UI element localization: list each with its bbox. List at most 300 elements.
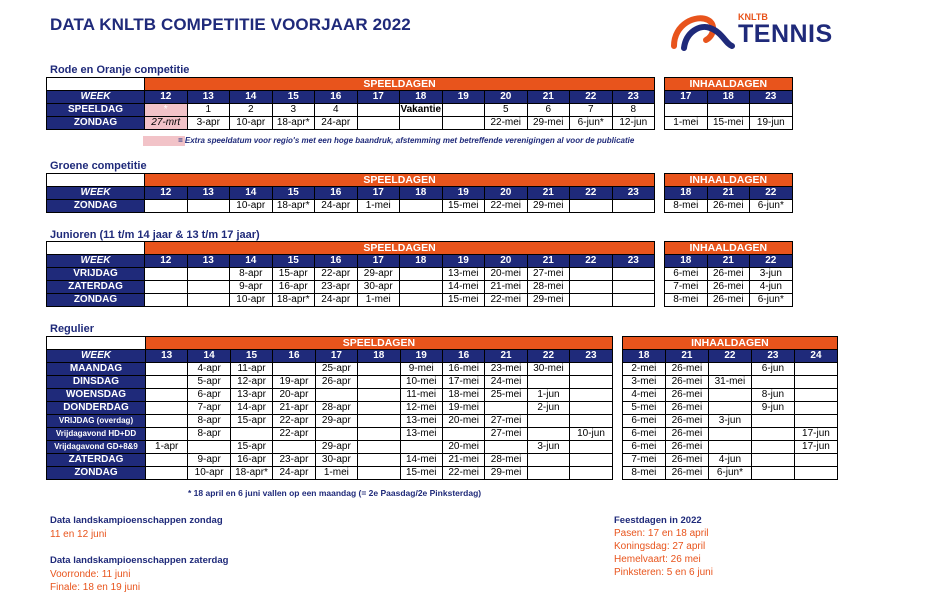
week-cell: 20 [485,187,528,200]
date-cell: 12-mei [400,402,442,415]
date-cell: 11-mei [400,389,442,402]
row-label: MAANDAG [47,363,146,376]
table-rode-oranje [46,77,793,130]
date-cell [358,376,400,389]
gap-cell [612,363,622,376]
date-cell [708,389,751,402]
date-cell: 3-jun [750,268,793,281]
header-gap [655,242,665,255]
feestdagen-pasen: Pasen: 17 en 18 april [614,528,709,539]
date-cell: 11-apr [230,363,272,376]
row-label: WEEK [47,350,146,363]
date-cell: 22-mei [485,294,528,307]
date-cell: 18-apr* [230,467,272,480]
note-extra-speeldatum: = Extra speeldatum voor regio's met een hoge baandruk, afstemming met betreffende verenigingen al voor de publicatie [178,136,635,145]
date-cell: 8-apr [230,268,273,281]
week-cell: 19 [442,255,485,268]
date-cell [145,363,187,376]
date-cell: 2 [230,104,273,117]
row-label: Vrijdagavond HD+DD [47,428,146,441]
date-cell: 4-jun [750,281,793,294]
date-cell [145,454,187,467]
date-cell [570,376,613,389]
date-cell: * [145,104,188,117]
week-cell: 22 [570,187,613,200]
date-cell [358,428,400,441]
week-cell: 14 [230,187,273,200]
date-cell [665,104,708,117]
date-cell [708,363,751,376]
week-cell: 15 [230,350,272,363]
date-cell: 14-mei [442,281,485,294]
date-cell: 29-mei [527,294,570,307]
date-cell [400,117,443,130]
section-title-rode: Rode en Oranje competitie [50,64,190,76]
header-inhaaldagen: INHAALDAGEN [665,242,793,255]
knltb-tennis-logo [670,10,845,52]
table-row [47,467,838,480]
date-cell: 30-apr [357,281,400,294]
date-cell: 6-apr [188,389,230,402]
header-gap [655,78,665,91]
date-cell: 6-mei [622,415,665,428]
date-cell [145,467,187,480]
week-cell: 22 [527,350,569,363]
date-cell: 17-mei [442,376,484,389]
date-cell: 26-mei [665,389,708,402]
lk-zaterdag-title: Data landskampioenschappen zaterdag [50,555,229,566]
header-speeldagen: SPEELDAGEN [145,174,655,187]
table-row [47,91,793,104]
gap-cell [612,389,622,402]
week-cell: 14 [230,91,273,104]
week-cell: 21 [527,187,570,200]
date-cell [794,467,837,480]
row-label: WEEK [47,91,145,104]
header-inhaaldagen: INHAALDAGEN [622,337,837,350]
week-cell: 17 [665,91,708,104]
date-cell: 6-jun* [708,467,751,480]
week-cell: 16 [315,91,358,104]
date-cell [358,415,400,428]
table-row [47,117,793,130]
date-cell [145,294,188,307]
week-cell: 18 [400,187,443,200]
date-cell [612,200,655,213]
date-cell: 15-mei [707,117,750,130]
week-cell: 23 [751,350,794,363]
table-row [47,268,793,281]
date-cell [188,441,230,454]
week-cell: 23 [612,255,655,268]
page-title: DATA KNLTB COMPETITIE VOORJAAR 2022 [50,15,411,34]
date-cell [527,415,569,428]
date-cell: 10-apr [230,294,273,307]
date-cell [570,294,613,307]
gap-cell [612,415,622,428]
date-cell [794,376,837,389]
date-cell: 6-mei [622,441,665,454]
date-cell: 1-mei [315,467,357,480]
date-cell: 18-mei [442,389,484,402]
date-cell: 12-apr [230,376,272,389]
date-cell [400,441,442,454]
date-cell [794,402,837,415]
date-cell [357,104,400,117]
date-cell: 6-jun [751,363,794,376]
table-regulier [46,336,838,480]
table-row [47,428,838,441]
header-speeldagen: SPEELDAGEN [145,242,655,255]
date-cell: 7-mei [622,454,665,467]
row-label: ZATERDAG [47,281,145,294]
week-cell: 16 [315,187,358,200]
date-cell [400,281,443,294]
date-cell [708,441,751,454]
date-cell: 31-mei [708,376,751,389]
row-label: ZONDAG [47,200,145,213]
date-cell: 6 [527,104,570,117]
date-cell: 18-apr* [272,117,315,130]
week-cell: 16 [315,255,358,268]
date-cell: 1 [187,104,230,117]
date-cell [400,200,443,213]
date-cell: 20-apr [273,389,315,402]
gap-cell [655,255,665,268]
week-cell: 16 [273,350,315,363]
date-cell: 18-apr* [272,200,315,213]
date-cell: 22-apr [273,428,315,441]
week-cell: 18 [400,255,443,268]
row-label: VRIJDAG (overdag) [47,415,146,428]
date-cell: 15-mei [442,294,485,307]
date-cell [794,389,837,402]
table-row [47,350,838,363]
gap-cell [612,467,622,480]
date-cell: 27-mei [485,415,527,428]
date-cell: 6-mei [665,268,708,281]
week-cell: 12 [145,255,188,268]
feestdagen-koningsdag: Koningsdag: 27 april [614,541,706,552]
date-cell: 9-jun [751,402,794,415]
date-cell: 1-jun [527,389,569,402]
week-cell: 23 [612,91,655,104]
date-cell [794,363,837,376]
week-cell: 18 [358,350,400,363]
date-cell: 16-apr [230,454,272,467]
week-cell: 14 [188,350,230,363]
date-cell: 13-mei [400,415,442,428]
date-cell: 30-apr [315,454,357,467]
date-cell: 10-apr [230,200,273,213]
date-cell [708,428,751,441]
week-cell: 15 [272,91,315,104]
week-cell: 17 [315,350,357,363]
week-cell: 24 [794,350,837,363]
date-cell: 15-mei [442,200,485,213]
date-cell: 24-apr [315,117,358,130]
date-cell: 8-mei [665,200,708,213]
note-paasdag: * 18 april en 6 juni vallen op een maandag (= 2e Paasdag/2e Pinksterdag) [188,488,482,498]
date-cell: 24-mei [485,376,527,389]
date-cell: 23-mei [485,363,527,376]
date-cell [612,294,655,307]
date-cell: 15-apr [230,415,272,428]
date-cell: 14-apr [230,402,272,415]
date-cell: 26-mei [707,200,750,213]
date-cell: 13-apr [230,389,272,402]
date-cell [570,467,613,480]
date-cell: 9-apr [188,454,230,467]
date-cell [315,428,357,441]
row-label: Vrijdagavond GD+8&9 [47,441,146,454]
date-cell [442,117,485,130]
date-cell: 23-apr [315,281,358,294]
table-row [47,363,838,376]
date-cell: 20-mei [485,268,528,281]
table-row [47,187,793,200]
header-speeldagen: SPEELDAGEN [145,78,655,91]
date-cell [751,415,794,428]
date-cell: 30-mei [527,363,569,376]
date-cell: 22-mei [442,467,484,480]
week-cell: 18 [665,187,708,200]
date-cell: 29-mei [527,200,570,213]
gap-cell [655,104,665,117]
date-cell [187,281,230,294]
date-cell: 5-apr [188,376,230,389]
date-cell: 26-mei [707,294,750,307]
date-cell: 10-apr [188,467,230,480]
date-cell [187,294,230,307]
date-cell [570,200,613,213]
table-row [47,441,838,454]
date-cell: 26-mei [665,428,708,441]
date-cell [400,268,443,281]
date-cell [527,454,569,467]
date-cell [145,200,188,213]
date-cell: 21-mei [442,454,484,467]
date-cell: 7-mei [665,281,708,294]
date-cell: 20-mei [442,415,484,428]
gap-cell [612,454,622,467]
date-cell: 6-mei [622,428,665,441]
date-cell: 17-jun [794,428,837,441]
date-cell: 22-mei [485,200,528,213]
date-cell: 3-jun [527,441,569,454]
date-cell: 13-mei [400,428,442,441]
date-cell: 26-mei [665,402,708,415]
week-cell: 21 [707,187,750,200]
date-cell: 24-apr [273,467,315,480]
date-cell: 29-mei [485,467,527,480]
date-cell: 27-mrt [145,117,188,130]
gap-cell [655,91,665,104]
date-cell: 7 [570,104,613,117]
date-cell: 16-mei [442,363,484,376]
date-cell [187,268,230,281]
date-cell: 3-jun [708,415,751,428]
table-row [47,415,838,428]
date-cell: 14-mei [400,454,442,467]
date-cell: 23-apr [273,454,315,467]
date-cell: 10-mei [400,376,442,389]
week-cell: 18 [707,91,750,104]
date-cell: 15-mei [400,467,442,480]
date-cell: 29-apr [315,441,357,454]
date-cell: 22-apr [273,415,315,428]
week-cell: 17 [357,255,400,268]
date-cell [527,428,569,441]
week-cell: 23 [750,91,793,104]
date-cell: 25-mei [485,389,527,402]
row-label: ZONDAG [47,294,145,307]
lk-zondag-text: 11 en 12 juni [50,529,107,540]
section-title-junioren: Junioren (11 t/m 14 jaar & 13 t/m 17 jaar) [50,229,260,241]
date-cell [527,376,569,389]
date-cell: 15-apr [272,268,315,281]
row-label: DINSDAG [47,376,146,389]
row-label: ZONDAG [47,467,146,480]
date-cell: 26-mei [707,268,750,281]
date-cell: 13-mei [442,268,485,281]
date-cell: 26-mei [665,454,708,467]
date-cell [358,467,400,480]
week-cell: 12 [145,91,188,104]
feestdagen-title: Feestdagen in 2022 [614,515,702,526]
header-blank [47,174,145,187]
date-cell: 16-apr [272,281,315,294]
date-cell: 21-apr [273,402,315,415]
date-cell: 1-mei [357,294,400,307]
date-cell [315,389,357,402]
date-cell: 8-apr [188,415,230,428]
date-cell: 26-mei [665,363,708,376]
week-cell: 23 [612,187,655,200]
week-cell: 21 [527,255,570,268]
date-cell [442,104,485,117]
header-gap [655,174,665,187]
table-row [47,281,793,294]
week-cell: 15 [272,187,315,200]
week-cell: 22 [750,255,793,268]
date-cell [145,281,188,294]
table-row [47,402,838,415]
week-cell: 16 [442,350,484,363]
table-row [47,389,838,402]
date-cell [570,281,613,294]
date-cell [442,428,484,441]
date-cell [357,117,400,130]
date-cell: 7-apr [188,402,230,415]
date-cell [485,402,527,415]
date-cell: 22-apr [315,268,358,281]
date-cell [612,281,655,294]
row-label: ZONDAG [47,117,145,130]
date-cell: 26-apr [315,376,357,389]
date-cell: 18-apr* [272,294,315,307]
week-cell: 19 [400,350,442,363]
header-inhaaldagen: INHAALDAGEN [665,78,793,91]
date-cell: 28-mei [485,454,527,467]
table-groene [46,173,793,213]
lk-zaterdag-voorronde: Voorronde: 11 juni [50,569,131,580]
date-cell: 9-mei [400,363,442,376]
date-cell: 6-jun* [570,117,613,130]
gap-cell [655,281,665,294]
week-cell: 20 [485,255,528,268]
week-cell: 17 [357,187,400,200]
week-cell: 21 [707,255,750,268]
date-cell [145,415,187,428]
date-cell: 3-mei [622,376,665,389]
date-cell: 29-apr [315,415,357,428]
date-cell [750,104,793,117]
row-label: DONDERDAG [47,402,146,415]
row-label: WOENSDAG [47,389,146,402]
date-cell [358,454,400,467]
date-cell: 5-mei [622,402,665,415]
date-cell: 8-apr [188,428,230,441]
date-cell [400,294,443,307]
date-cell [358,389,400,402]
feestdagen-pinksteren: Pinksteren: 5 en 6 juni [614,567,713,578]
row-label: ZATERDAG [47,454,146,467]
date-cell: 17-jun [794,441,837,454]
gap-cell [655,117,665,130]
week-cell: 22 [708,350,751,363]
date-cell: 26-mei [665,376,708,389]
row-label: VRIJDAG [47,268,145,281]
date-cell [358,363,400,376]
date-cell: 24-apr [315,200,358,213]
date-cell [273,363,315,376]
week-cell: 22 [750,187,793,200]
date-cell: 4-jun [708,454,751,467]
date-cell: 10-apr [230,117,273,130]
gap-cell [612,376,622,389]
date-cell [751,467,794,480]
week-cell: 20 [485,91,528,104]
date-cell: 6-jun* [750,294,793,307]
date-cell [570,363,613,376]
date-cell [358,441,400,454]
date-cell: 4 [315,104,358,117]
gap-cell [612,428,622,441]
date-cell: 8-jun [751,389,794,402]
date-cell [273,441,315,454]
header-blank [47,337,146,350]
date-cell: 12-jun [612,117,655,130]
date-cell [145,376,187,389]
section-title-groene: Groene competitie [50,160,147,172]
racket-swoosh-icon [670,10,736,52]
date-cell [145,402,187,415]
date-cell: 26-mei [665,467,708,480]
header-blank [47,242,145,255]
week-cell: 14 [230,255,273,268]
gap-cell [612,441,622,454]
date-cell [794,415,837,428]
table-row [47,200,793,213]
feestdagen-hemelvaart: Hemelvaart: 26 mei [614,554,701,565]
week-cell: 13 [145,350,187,363]
date-cell: 1-mei [357,200,400,213]
date-cell: 28-apr [315,402,357,415]
date-cell [751,376,794,389]
date-cell [570,441,613,454]
date-cell [358,402,400,415]
